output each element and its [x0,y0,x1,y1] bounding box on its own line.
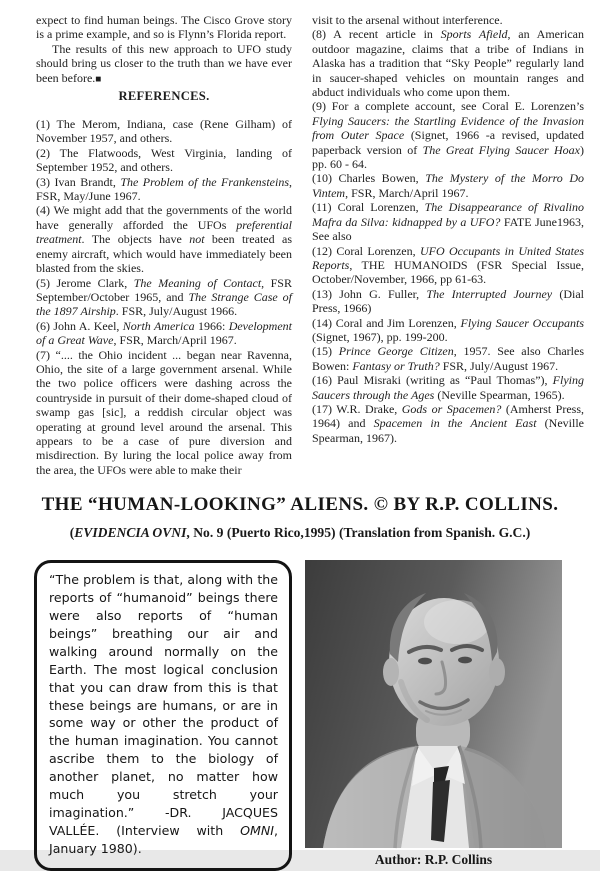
reference-item [312,402,584,445]
reference-text: (16) Paul Misraki (writing as “Paul Thomas”), [312,373,553,388]
feature-section [0,541,600,871]
reference-text: (4) We might add that the governments of the world have generally afforded the UFOs [36,203,292,232]
reference-item [36,175,292,204]
reference-item [36,276,292,319]
italic-title-text: Fantasy or Truth? [352,358,440,373]
photo-caption: Author: R.P. Collins [374,852,493,868]
reference-text: (13) John G. Fuller, [312,286,427,301]
left-column [36,13,292,477]
reference-text: (9) For a complete account, see Coral E. Lorenzen’s [312,99,584,114]
quote-text: “The problem is that, along with the reports of “humanoid” beings there were also reports of “human beings” breathing our air and walking around normally on the Earth. The most logical conclusion that you can draw from this is that these beings are humans, or are in some way or other the product of the human imagination. You cannot ascribe them to the biology of another planet, no matter how much you stretch your imagination.” -DR. JACQUES VALLÉE. (Interview with [49,572,278,838]
reference-text: (Signet, 1966 -a revised, updated paperback version of [312,128,585,157]
reference-text: FSR, July/August 1967. [439,358,559,373]
italic-title-text: The Great Flying Saucer Hoax [422,142,580,157]
photo-column [305,560,562,868]
reference-item [312,244,584,287]
reference-text: (7) “.... the Ohio incident ... began near Ravenna, Ohio, the site of a large government arsenal. While the two police officers were dashing across the countryside in pursuit of their dome-shaped cloud of swamp gas [sic], a reddish circular object was operating at ground level around the arsenal. This appears to be a case of pure diversion and misdirection. By luring the local police away from the area, the UFOs were able to make their [36,347,292,477]
references-heading: REFERENCES. [118,89,210,104]
italic-title-text: preferential treatment [36,217,292,247]
italic-title-text: The Interrupted Journey [426,286,553,301]
reference-text: (2) The Flatwoods, West Virginia, landing of September 1952, and others. [36,145,292,175]
right-column [312,13,584,477]
paragraph-text: The results of this new approach to UFO study should bring us closer to the truth than we have ever been before. [36,41,292,85]
reference-item [312,373,584,402]
reference-text: , FSR, March/April 1967. [113,333,237,348]
italic-title-text: Flying Saucers: the Startling Evidence of the Invasion from Outer Space [312,113,584,143]
body-paragraph: expect to find human beings. The Cisco Grove story is a prime example, and so is Flynn’s Florida report. [36,13,292,42]
reference-text: , 1957. See also Charles Bowen: [312,344,585,373]
italic-title-text: UFO Occupants in United States Reports [312,243,584,272]
reference-text: (15) [312,344,339,359]
italic-title-text: Development of a Great Wave [36,318,292,348]
reference-item [36,348,292,478]
italic-title-text: The Disappearance of Rivalino Mafra da Silva: kidnapped by a UFO? [312,200,585,229]
references-list-right [312,27,584,445]
italic-title-text: Gods or Spacemen? [401,401,502,416]
article-title: THE “HUMAN-LOOKING” ALIENS. © BY R.P. COLLINS. [41,494,559,516]
subtitle-source: EVIDENCIA OVNI [74,525,187,541]
reference-text: (8) A recent article in [312,27,441,42]
reference-item [312,171,584,200]
end-of-article-marker: ■ [95,73,102,85]
reference-text: (12) Coral Lorenzen, [312,243,420,258]
italic-title-text: The Mystery of the Morro Do Vintem [312,171,584,200]
reference-item [36,117,292,146]
reference-text: , FSR September/October 1965, and [36,275,292,304]
reference-text: (11) Coral Lorenzen, [312,200,425,215]
italic-title-text: not [189,232,205,247]
article-subtitle [0,525,600,541]
body-paragraph [36,42,292,87]
quote-panel [34,560,292,871]
reference-text: , FSR, March/April 1967. [345,185,469,200]
reference-item [312,200,584,243]
reference-item [36,146,292,175]
italic-title-text: Sports Afield [440,27,508,42]
subtitle-rest: , No. 9 (Puerto Rico,1995) (Translation from Spanish. G.C.) [186,525,531,541]
reference-text: (1) The Merom, Indiana, case (Rene Gilham) of November 1957, and others. [36,117,292,146]
reference-text: , FSR, May/June 1967. [36,174,292,204]
author-photo [305,560,562,848]
article-header [0,494,600,541]
body-paragraph: visit to the arsenal without interference. [312,13,503,27]
italic-title-text: The Strange Case of the 1897 Airship [36,289,293,319]
reference-text: . The objects have [81,232,190,247]
italic-title-text: The Meaning of Contact [133,275,262,290]
reference-text: (14) Coral and Jim Lorenzen, [312,315,461,330]
reference-text: (5) Jerome Clark, [36,275,134,290]
reference-item [36,203,292,275]
reference-text: (Signet, 1967), pp. 199-200. [312,329,448,344]
reference-text: . FSR, July/August 1966. [115,304,238,319]
quote-text-end: , January 1980). [49,822,278,856]
reference-item [312,99,584,171]
reference-text: (6) John A. Keel, [36,318,123,333]
reference-text: (Amherst Press, 1964) and [312,401,584,431]
italic-title-text: Prince George Citizen [338,344,454,359]
reference-item [312,344,584,373]
reference-text: been treated as enemy aircraft, which would have immediately been blasted from the skies. [36,232,292,276]
reference-item [312,27,584,99]
references-list-left [36,117,292,477]
reference-item [312,287,584,316]
reference-text: ) pp. 60 - 64. [312,142,584,172]
reference-text: (3) Ivan Brandt, [36,174,121,189]
quote-omni-title: OMNI [240,822,274,838]
reference-text: (Dial Press, 1966) [312,286,585,316]
reference-text: 1966: [194,318,229,333]
reference-text: , an American outdoor magazine, claims that a tribe of Indians in Alaska has a tradition that “Sky People” regularly land in saucer-shaped vehicles on mountain ranges and abduct individuals who come upon them. [312,27,584,100]
subtitle-open: ( [69,525,75,541]
reference-item [36,319,292,348]
reference-text: (Neville Spearman, 1967). [312,416,584,445]
reference-item [312,316,584,345]
italic-title-text: Spacemen in the Ancient East [373,416,537,431]
italic-title-text: Flying Saucer Occupants [460,315,584,330]
reference-text: (Neville Spearman, 1965). [434,387,565,402]
italic-title-text: The Problem of the Frankensteins [120,174,289,189]
italic-title-text: North America [122,318,195,333]
reference-text: , THE HUMANOIDS (FSR Special Issue, October/November, 1966, pp 61-63. [312,257,584,287]
reference-text: (10) Charles Bowen, [312,171,426,186]
italic-title-text: Flying Saucers through the Ages [312,373,584,402]
reference-text: FATE June1963, See also [312,214,584,244]
reference-text: (17) W.R. Drake, [312,401,402,416]
